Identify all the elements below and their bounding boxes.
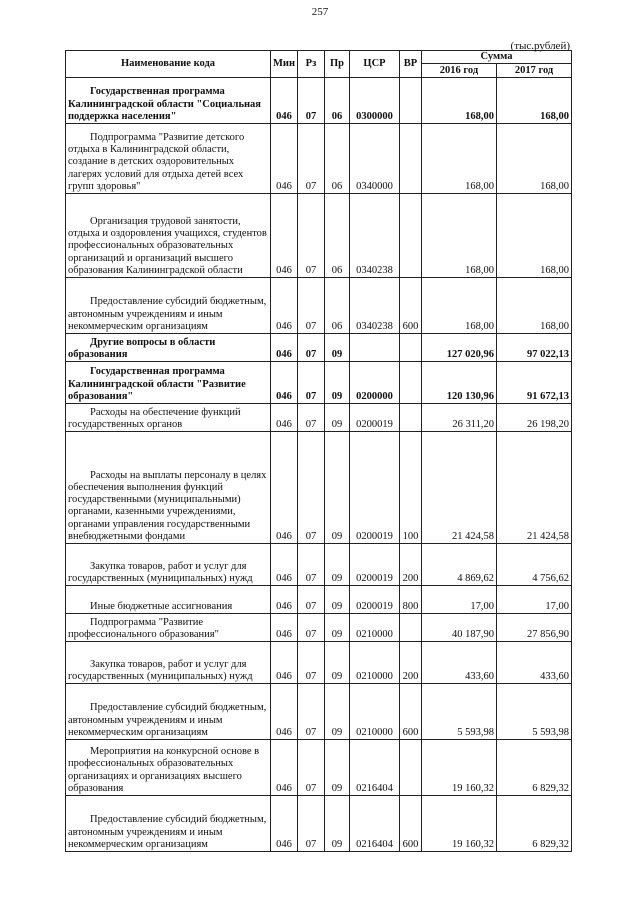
row-2017: 91 672,13 [497, 362, 572, 404]
header-2017: 2017 год [497, 64, 572, 78]
header-min: Мин [271, 51, 298, 78]
row-rz: 07 [298, 362, 325, 404]
table-row [66, 362, 572, 404]
row-name: Государственная программа Калининградской области "Социальная поддержка населения" [68, 86, 261, 122]
row-pr: 09 [325, 432, 350, 544]
row-pr: 09 [325, 796, 350, 852]
header-name: Наименование кода [66, 51, 271, 78]
row-vr: 600 [400, 796, 422, 852]
row-2017: 168,00 [497, 194, 572, 278]
table-row [66, 642, 572, 684]
row-csr: 0340000 [350, 124, 400, 194]
row-min: 046 [271, 124, 298, 194]
table-row [66, 404, 572, 432]
header-csr: ЦСР [350, 51, 400, 78]
row-vr: 200 [400, 544, 422, 586]
row-min: 046 [271, 642, 298, 684]
row-2016: 40 187,90 [422, 614, 497, 642]
table-row [66, 124, 572, 194]
row-csr: 0340238 [350, 278, 400, 334]
row-vr [400, 124, 422, 194]
row-name: Закупка товаров, работ и услуг для государственных (муниципальных) нужд [68, 560, 253, 584]
row-2016: 168,00 [422, 194, 497, 278]
row-2017: 4 756,62 [497, 544, 572, 586]
table-row [66, 544, 572, 586]
row-name: Расходы на выплаты персоналу в целях обеспечения выполнения функций государственными (муниципальными) органами, казенными учреждениями, органами управления государственными внебюджетными фондами [68, 469, 267, 542]
row-2017: 17,00 [497, 586, 572, 614]
row-min: 046 [271, 78, 298, 124]
row-rz: 07 [298, 194, 325, 278]
row-2016: 4 869,62 [422, 544, 497, 586]
row-vr: 600 [400, 278, 422, 334]
row-vr [400, 78, 422, 124]
row-2016: 127 020,96 [422, 334, 497, 362]
row-min: 046 [271, 362, 298, 404]
units-label: (тыс.рублей) [510, 40, 570, 52]
row-csr [350, 334, 400, 362]
row-pr: 09 [325, 614, 350, 642]
budget-table [65, 50, 572, 852]
row-min: 046 [271, 404, 298, 432]
row-pr: 09 [325, 586, 350, 614]
header-vr: ВР [400, 51, 422, 78]
row-pr: 09 [325, 404, 350, 432]
row-csr: 0200019 [350, 586, 400, 614]
row-csr: 0210000 [350, 614, 400, 642]
table-row [66, 796, 572, 852]
row-name: Закупка товаров, работ и услуг для государственных (муниципальных) нужд [68, 658, 253, 682]
row-name: Организация трудовой занятости, отдыха и оздоровления учащихся, студентов профессиональных образовательных организаций и организаций высшего образования Калининградской области [68, 215, 267, 276]
row-vr [400, 614, 422, 642]
row-2017: 6 829,32 [497, 796, 572, 852]
row-min: 046 [271, 796, 298, 852]
row-rz: 07 [298, 796, 325, 852]
row-2016: 5 593,98 [422, 684, 497, 740]
row-2016: 433,60 [422, 642, 497, 684]
row-min: 046 [271, 684, 298, 740]
row-rz: 07 [298, 586, 325, 614]
row-2017: 6 829,32 [497, 740, 572, 796]
row-csr: 0216404 [350, 740, 400, 796]
row-2017: 97 022,13 [497, 334, 572, 362]
row-name: Расходы на обеспечение функций государственных органов [68, 406, 241, 430]
row-pr: 06 [325, 124, 350, 194]
table-row [66, 194, 572, 278]
row-csr: 0200019 [350, 404, 400, 432]
row-min: 046 [271, 614, 298, 642]
row-vr [400, 740, 422, 796]
row-rz: 07 [298, 740, 325, 796]
row-csr: 0210000 [350, 684, 400, 740]
row-min: 046 [271, 278, 298, 334]
header-rz: Рз [298, 51, 325, 78]
row-pr: 09 [325, 642, 350, 684]
row-csr: 0200019 [350, 432, 400, 544]
row-name: Предоставление субсидий бюджетным, автономным учреждениям и иным некоммерческим организациям [68, 814, 267, 850]
row-rz: 07 [298, 432, 325, 544]
row-min: 046 [271, 334, 298, 362]
table-row [66, 740, 572, 796]
row-min: 046 [271, 432, 298, 544]
row-2016: 168,00 [422, 78, 497, 124]
row-2016: 168,00 [422, 278, 497, 334]
row-2017: 168,00 [497, 78, 572, 124]
row-csr: 0210000 [350, 642, 400, 684]
row-csr: 0200019 [350, 544, 400, 586]
row-2017: 168,00 [497, 124, 572, 194]
row-rz: 07 [298, 544, 325, 586]
row-vr [400, 362, 422, 404]
row-2016: 26 311,20 [422, 404, 497, 432]
row-pr: 09 [325, 544, 350, 586]
row-rz: 07 [298, 278, 325, 334]
table-row [66, 586, 572, 614]
table-row [66, 334, 572, 362]
row-2017: 26 198,20 [497, 404, 572, 432]
row-rz: 07 [298, 404, 325, 432]
row-2016: 21 424,58 [422, 432, 497, 544]
row-pr: 09 [325, 334, 350, 362]
row-vr: 600 [400, 684, 422, 740]
row-min: 046 [271, 586, 298, 614]
row-2016: 19 160,32 [422, 796, 497, 852]
row-name: Предоставление субсидий бюджетным, автономным учреждениям и иным некоммерческим организациям [68, 702, 267, 738]
row-name: Подпрограмма "Развитие профессионального образования" [68, 616, 219, 640]
row-rz: 07 [298, 684, 325, 740]
row-csr: 0340238 [350, 194, 400, 278]
row-vr [400, 194, 422, 278]
row-2017: 168,00 [497, 278, 572, 334]
row-pr: 06 [325, 278, 350, 334]
row-min: 046 [271, 740, 298, 796]
row-csr: 0300000 [350, 78, 400, 124]
row-pr: 09 [325, 740, 350, 796]
table-row [66, 614, 572, 642]
row-min: 046 [271, 544, 298, 586]
header-2016: 2016 год [422, 64, 497, 78]
header-pr: Пр [325, 51, 350, 78]
row-min: 046 [271, 194, 298, 278]
row-2016: 168,00 [422, 124, 497, 194]
row-rz: 07 [298, 642, 325, 684]
row-2016: 19 160,32 [422, 740, 497, 796]
row-name: Другие вопросы в области образования [68, 336, 216, 360]
row-csr: 0200000 [350, 362, 400, 404]
table-row [66, 278, 572, 334]
table-row [66, 78, 572, 124]
row-name: Государственная программа Калининградской области "Развитие образования" [68, 366, 246, 402]
row-vr [400, 334, 422, 362]
row-name: Подпрограмма "Развитие детского отдыха в Калининградской области, создание в детских оздоровительных лагерях условий для отдыха детей всех групп здоровья" [68, 131, 245, 192]
table-row [66, 432, 572, 544]
row-pr: 09 [325, 684, 350, 740]
row-pr: 06 [325, 194, 350, 278]
row-pr: 06 [325, 78, 350, 124]
row-rz: 07 [298, 334, 325, 362]
row-name: Иные бюджетные ассигнования [90, 601, 233, 612]
row-2017: 27 856,90 [497, 614, 572, 642]
row-rz: 07 [298, 614, 325, 642]
row-name: Мероприятия на конкурсной основе в профессиональных образовательных организациях и организациях высшего образования [68, 746, 260, 794]
row-name: Предоставление субсидий бюджетным, автономным учреждениям и иным некоммерческим организациям [68, 296, 267, 332]
row-vr: 100 [400, 432, 422, 544]
row-vr: 800 [400, 586, 422, 614]
row-vr [400, 404, 422, 432]
row-csr: 0216404 [350, 796, 400, 852]
row-2016: 120 130,96 [422, 362, 497, 404]
table-row [66, 684, 572, 740]
row-pr: 09 [325, 362, 350, 404]
row-vr: 200 [400, 642, 422, 684]
row-2017: 21 424,58 [497, 432, 572, 544]
row-2017: 433,60 [497, 642, 572, 684]
row-rz: 07 [298, 124, 325, 194]
header-sum: Сумма [422, 51, 572, 64]
row-2017: 5 593,98 [497, 684, 572, 740]
row-rz: 07 [298, 78, 325, 124]
page-number: 257 [311, 6, 329, 18]
row-2016: 17,00 [422, 586, 497, 614]
